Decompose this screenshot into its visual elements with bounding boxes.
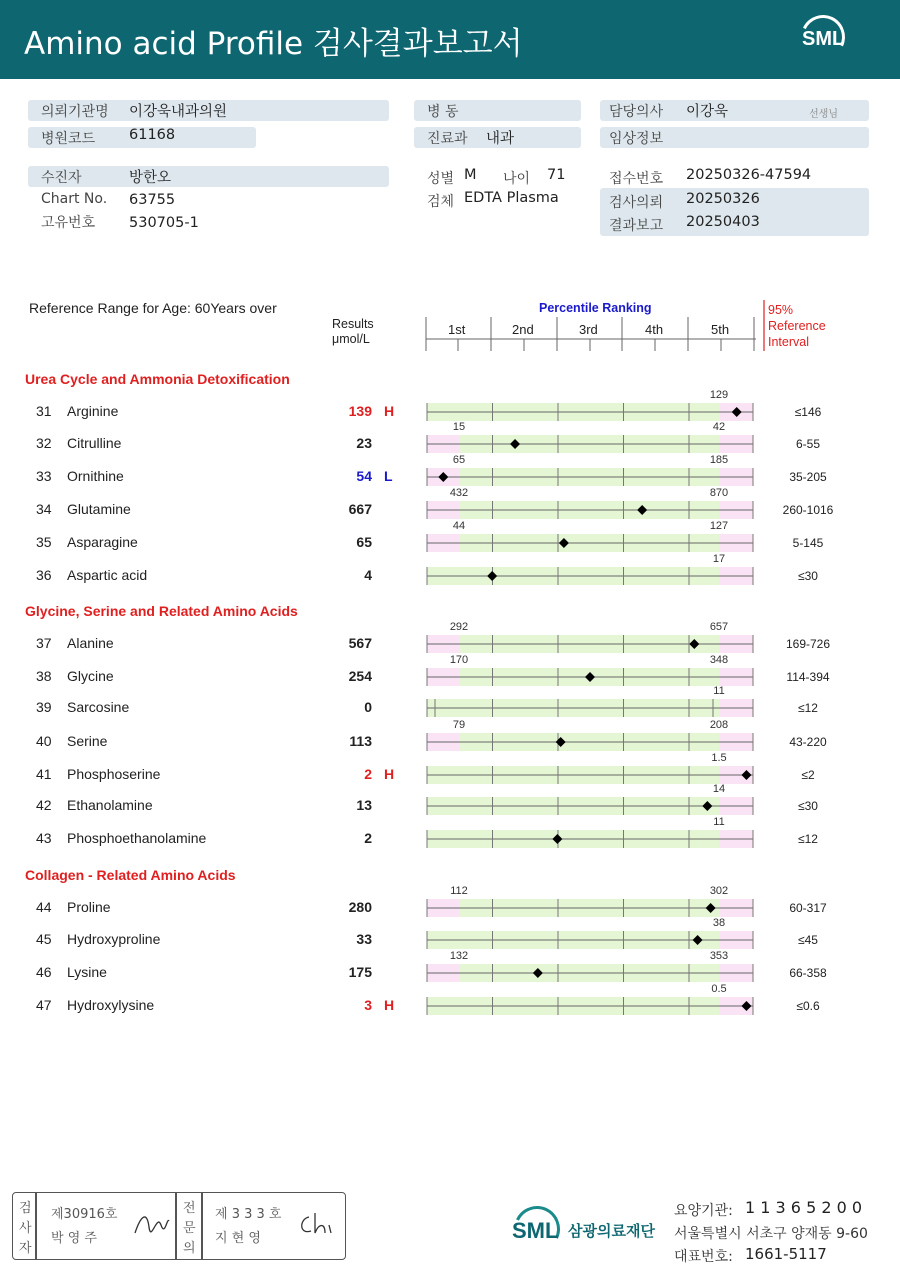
specimen-label: 검체: [427, 194, 455, 210]
reference-interval: ≤12: [798, 832, 818, 846]
result-flag: L: [384, 468, 393, 484]
reference-interval: 6-55: [795, 437, 821, 451]
sml-logo: SML: [798, 14, 852, 64]
specialist-name: 지 현 영: [215, 1231, 261, 1246]
percentile-bar: [427, 885, 753, 917]
p97.5-label: 129: [709, 389, 729, 401]
section-title: Glycine, Serine and Related Amino Acids: [25, 603, 298, 619]
unit-label: μmol/L: [332, 332, 370, 346]
percentile-bar: [427, 621, 753, 653]
institution-label: 의뢰기관명: [41, 104, 109, 120]
row-number: 32: [36, 435, 52, 451]
analyte-name: Ethanolamine: [67, 797, 153, 813]
phone-value: 1661-5117: [745, 1245, 827, 1263]
percentile-bar: [427, 950, 753, 982]
result-value: 667: [348, 501, 372, 517]
p97.5-label: 127: [709, 520, 729, 532]
request-value: 20250326: [686, 191, 760, 207]
percentile-bar: [427, 783, 753, 815]
row-number: 44: [36, 899, 52, 915]
org-name: 삼광의료재단: [568, 1222, 655, 1240]
row-number: 39: [36, 699, 52, 715]
reference-interval: 35-205: [789, 470, 827, 484]
result-value: 139: [348, 403, 372, 419]
ward-label: 병 동: [427, 104, 459, 120]
result-value: 13: [356, 797, 372, 813]
p97.5-label: 11: [713, 816, 725, 828]
p2.5-label: 79: [452, 719, 466, 731]
report-date-value: 20250403: [686, 214, 760, 230]
p2.5-label: 170: [449, 654, 469, 666]
row-number: 36: [36, 567, 52, 583]
section-title: Collagen - Related Amino Acids: [25, 867, 236, 883]
analyte-name: Proline: [67, 899, 111, 915]
row-number: 34: [36, 501, 52, 517]
analyte-name: Phosphoethanolamine: [67, 830, 207, 846]
reference-interval: ≤0.6: [796, 999, 820, 1013]
p97.5-label: 353: [709, 950, 729, 962]
dept-label: 진료과: [427, 131, 468, 147]
p97.5-label: 348: [709, 654, 729, 666]
institution-value: 이강욱내과의원: [129, 104, 228, 120]
percentile-bar: [427, 719, 753, 751]
analyte-name: Hydroxyproline: [67, 931, 161, 947]
result-value: 0: [364, 699, 372, 715]
percentile-bar: [427, 685, 753, 717]
reference-interval: 169-726: [785, 637, 831, 651]
specialist-label-3: 의: [183, 1241, 196, 1256]
clinical-label: 임상정보: [609, 131, 664, 147]
inspector-no: 제30916호: [51, 1207, 118, 1222]
percentile-bar: [427, 421, 753, 453]
p2.5-label: 292: [449, 621, 469, 633]
doctor-label: 담당의사: [609, 104, 664, 120]
ref-range-label: Reference Range for Age: 60Years over: [29, 300, 277, 316]
analyte-name: Hydroxylysine: [67, 997, 155, 1013]
result-value: 4: [364, 567, 372, 583]
p97.5-label: 14: [712, 783, 726, 795]
p2.5-label: 15: [452, 421, 466, 433]
row-number: 43: [36, 830, 52, 846]
analyte-name: Phosphoserine: [67, 766, 161, 782]
reference-interval: 260-1016: [782, 503, 834, 517]
percentile-bar: [427, 752, 753, 784]
result-value: 2: [364, 766, 372, 782]
section-title: Urea Cycle and Ammonia Detoxification: [25, 371, 290, 387]
analyte-name: Alanine: [67, 635, 114, 651]
row-number: 42: [36, 797, 52, 813]
dept-value: 내과: [486, 131, 515, 147]
p97.5-label: 302: [709, 885, 729, 897]
results-label: Results: [332, 317, 374, 331]
row-number: 41: [36, 766, 52, 782]
analyte-name: Arginine: [67, 403, 119, 419]
reference-interval: ≤146: [794, 405, 822, 419]
doctor-value: 이강욱: [686, 104, 729, 120]
result-value: 2: [364, 830, 372, 846]
row-number: 46: [36, 964, 52, 980]
p97.5-label: 11: [713, 685, 725, 697]
quintile-2: 2nd: [512, 322, 534, 337]
patient-label: 수진자: [41, 170, 82, 186]
result-value: 113: [349, 733, 372, 749]
p2.5-label: 432: [449, 487, 469, 499]
row-number: 45: [36, 931, 52, 947]
request-label: 검사의뢰: [609, 195, 664, 211]
reference-interval: 114-394: [786, 670, 830, 684]
percentile-bar: [427, 487, 753, 519]
result-flag: H: [384, 403, 395, 419]
percentile-bar: [427, 654, 753, 686]
age-label: 나이: [503, 171, 531, 187]
percentile-bar: [427, 454, 753, 486]
reference-interval: 66-358: [789, 966, 827, 980]
row-number: 40: [36, 733, 52, 749]
quintile-4: 4th: [645, 322, 664, 337]
analyte-name: Ornithine: [67, 468, 124, 484]
p97.5-label: 870: [709, 487, 729, 499]
unique-no-value: 530705-1: [129, 215, 199, 231]
analyte-name: Glutamine: [67, 501, 131, 517]
chart-no-value: 63755: [129, 192, 176, 208]
patient-value: 방한오: [129, 170, 172, 186]
result-value: 175: [348, 964, 372, 980]
reference-interval: 5-145: [792, 536, 824, 550]
reference-interval: ≤2: [801, 768, 815, 782]
inspector-name: 박 영 주: [51, 1231, 97, 1246]
inspector-signature: [131, 1207, 171, 1239]
result-value: 23: [356, 435, 372, 451]
row-number: 38: [36, 668, 52, 684]
result-flag: H: [384, 766, 395, 782]
result-flag: H: [384, 997, 395, 1013]
reference-interval: ≤30: [798, 569, 818, 583]
percentile-title: Percentile Ranking: [539, 301, 652, 315]
p97.5-label: 17: [712, 553, 726, 565]
p2.5-label: 132: [449, 950, 469, 962]
result-value: 567: [348, 635, 372, 651]
chart-no-label: Chart No.: [41, 191, 108, 207]
receipt-value: 20250326-47594: [686, 167, 812, 183]
report-title: Amino acid Profile 검사결과보고서: [24, 26, 523, 62]
analyte-name: Lysine: [67, 964, 107, 980]
signature-box: [12, 1192, 346, 1260]
row-number: 35: [36, 534, 52, 550]
p2.5-label: 112: [450, 885, 468, 897]
result-value: 33: [356, 931, 372, 947]
phone-label: 대표번호:: [674, 1249, 733, 1265]
row-number: 33: [36, 468, 52, 484]
analyte-name: Serine: [67, 733, 108, 749]
age-value: 71: [547, 167, 566, 183]
row-number: 31: [36, 403, 52, 419]
result-value: 65: [356, 534, 372, 550]
address: 서울특별시 서초구 양재동 9-60: [674, 1226, 868, 1242]
p2.5-label: 44: [452, 520, 466, 532]
p97.5-label: 38: [712, 917, 726, 929]
p97.5-label: 0.5: [711, 983, 727, 995]
inspector-label-1: 검: [19, 1201, 32, 1216]
percentile-bar: [427, 553, 753, 585]
reference-interval: ≤45: [798, 933, 818, 947]
result-value: 280: [348, 899, 372, 915]
percentile-bar: [427, 816, 753, 848]
specialist-label-1: 전: [183, 1201, 196, 1216]
percentile-bar: [427, 520, 753, 552]
quintile-3: 3rd: [579, 322, 598, 337]
percentile-bar: [427, 917, 753, 949]
specialist-label-2: 문: [183, 1221, 196, 1236]
reference-interval: ≤30: [798, 799, 818, 813]
inspector-label-2: 사: [19, 1221, 32, 1236]
analyte-name: Citrulline: [67, 435, 122, 451]
p97.5-label: 42: [712, 421, 726, 433]
doctor-suffix: 선생님: [809, 109, 838, 120]
reference-interval: 43-220: [789, 735, 827, 749]
unique-no-label: 고유번호: [41, 215, 96, 231]
percentile-bar: [427, 389, 753, 421]
quintile-1: 1st: [448, 322, 466, 337]
result-value: 254: [348, 668, 372, 684]
quintile-5: 5th: [711, 322, 730, 337]
ref-interval-label-2: Reference: [768, 319, 826, 333]
analyte-name: Sarcosine: [67, 699, 130, 715]
specialist-signature: [295, 1207, 339, 1239]
row-number: 37: [36, 635, 52, 651]
inspector-label-3: 자: [19, 1241, 32, 1256]
sex-label: 성별: [427, 171, 455, 187]
report-date-label: 결과보고: [609, 218, 664, 234]
ref-interval-label-3: Interval: [768, 335, 809, 349]
p97.5-label: 185: [709, 454, 729, 466]
p97.5-label: 208: [709, 719, 729, 731]
code-value: 1 1 3 6 5 2 0 0: [745, 1198, 863, 1217]
ref-interval-label-1: 95%: [768, 303, 794, 317]
p97.5-label: 657: [709, 621, 729, 633]
code-label: 요양기관:: [674, 1203, 733, 1219]
analyte-name: Asparagine: [67, 534, 138, 550]
reference-interval: 60-317: [789, 901, 827, 915]
analyte-name: Glycine: [67, 668, 114, 684]
result-value: 54: [356, 468, 372, 484]
receipt-label: 접수번호: [609, 171, 664, 187]
reference-interval: ≤12: [798, 701, 818, 715]
percentile-bar: [427, 983, 753, 1015]
sml-footer-logo: SML: [510, 1204, 562, 1256]
sex-value: M: [464, 167, 477, 183]
hospital-code-value: 61168: [129, 127, 176, 143]
specimen-value: EDTA Plasma: [464, 190, 559, 206]
hospital-code-label: 병원코드: [41, 131, 96, 147]
p2.5-label: 65: [452, 454, 466, 466]
row-number: 47: [36, 997, 52, 1013]
specialist-no: 제 3 3 3 호: [215, 1207, 282, 1222]
analyte-name: Aspartic acid: [67, 567, 148, 583]
p97.5-label: 1.5: [711, 752, 727, 764]
result-value: 3: [364, 997, 372, 1013]
